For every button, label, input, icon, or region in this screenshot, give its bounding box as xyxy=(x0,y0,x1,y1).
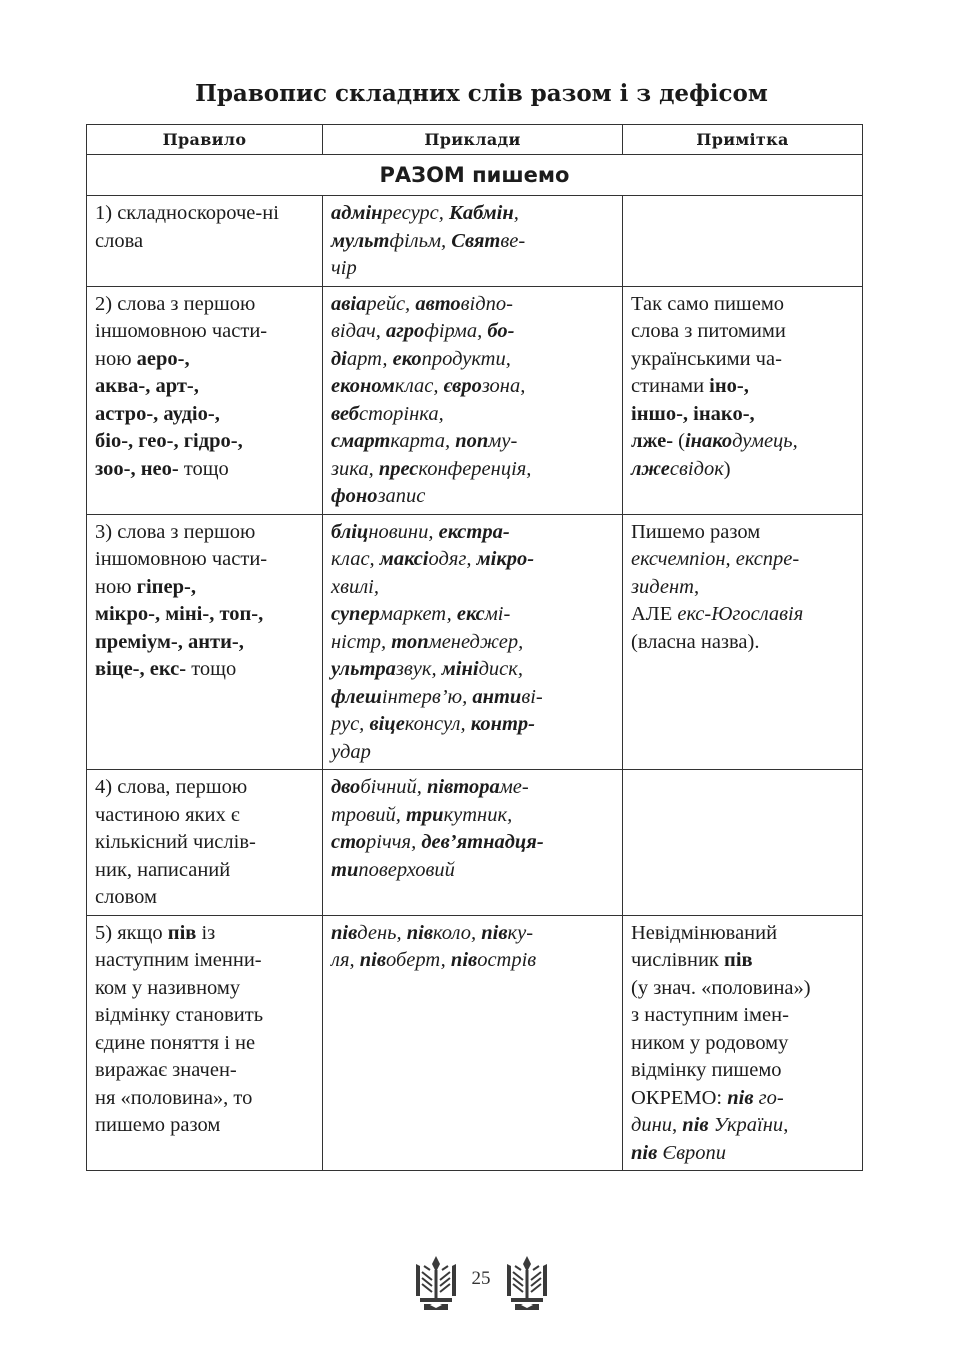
page-title: Правопис складних слів разом і з дефісом xyxy=(195,80,768,107)
text-run: 5) якщо xyxy=(95,921,168,944)
text-run: коло, xyxy=(433,921,482,944)
text-run: фільм, xyxy=(389,229,452,252)
ukrainian-ornament-icon xyxy=(501,1252,553,1312)
text-run: ною xyxy=(95,575,137,598)
text-run: пів xyxy=(406,921,433,944)
text-run: Свят xyxy=(451,229,501,252)
text-run: інтерв’ю, xyxy=(381,685,473,708)
text-run: ня «половина», то xyxy=(95,1086,253,1109)
text-run: річчя, xyxy=(366,831,422,853)
text-run: пишемо разом xyxy=(95,1114,221,1136)
text-run: ник, написаний xyxy=(95,858,231,881)
text-run: біо-, гео-, гідро-, xyxy=(95,430,243,452)
rule-cell xyxy=(87,915,323,1171)
rule-cell xyxy=(87,770,323,916)
text-run: півтора xyxy=(427,776,500,798)
text-run: агро xyxy=(385,320,425,342)
text-run: конференція, xyxy=(418,457,532,480)
text-run: економ xyxy=(331,375,395,397)
text-run: менеджер, xyxy=(428,630,524,653)
text-run: ) xyxy=(723,457,731,480)
table-row xyxy=(87,514,863,770)
text-run: гіпер-, xyxy=(136,575,196,598)
text-run: острів xyxy=(477,949,537,971)
text-run: сто xyxy=(331,831,367,853)
note-cell xyxy=(623,196,863,287)
text-run: пів xyxy=(682,1114,709,1136)
text-run: Так само пишемо xyxy=(631,292,785,315)
text-run: диск, xyxy=(478,658,523,680)
text-run: свідок xyxy=(669,457,724,480)
text-run: числівник xyxy=(631,949,725,971)
text-run: ністр, xyxy=(331,630,392,653)
text-run: три xyxy=(405,803,444,826)
text-run: міні xyxy=(441,658,479,680)
text-run: пів xyxy=(450,949,478,971)
examples-cell xyxy=(323,915,623,1171)
text-run: фірма, xyxy=(424,320,488,342)
text-run: , xyxy=(513,202,519,224)
text-run: іншо-, інако-, xyxy=(631,402,755,425)
text-run: чір xyxy=(331,257,357,279)
text-run: поп xyxy=(455,430,489,452)
text-run: ексчемпіон, експре- xyxy=(631,548,800,570)
text-run: відпо- xyxy=(460,292,513,315)
text-run: частиною яких є xyxy=(95,803,240,826)
text-run: клас, xyxy=(394,375,444,397)
text-run: лже- xyxy=(631,430,674,452)
text-run: 1) складноскороче- xyxy=(95,202,263,224)
text-run: стинами xyxy=(631,375,710,397)
text-run: 3) слова з першою xyxy=(95,520,256,543)
text-run: іншомовною части- xyxy=(95,548,268,570)
text-run: ве- xyxy=(500,229,526,252)
note-cell xyxy=(623,286,863,514)
text-run: України xyxy=(708,1114,784,1136)
text-run: мульт xyxy=(331,229,390,252)
examples-cell xyxy=(323,770,623,916)
text-run: мікро- xyxy=(476,548,535,570)
text-run: продукти, xyxy=(421,347,511,370)
text-run: арт, xyxy=(346,347,393,370)
text-run: астро-, аудіо-, xyxy=(95,402,220,425)
note-cell xyxy=(623,770,863,916)
text-run: лже xyxy=(631,457,670,480)
ukrainian-ornament-icon xyxy=(410,1252,462,1312)
text-run: Пишемо разом xyxy=(631,520,761,543)
text-run: із xyxy=(196,921,216,944)
text-run: новини, xyxy=(368,520,439,543)
note-cell xyxy=(623,915,863,1171)
text-run: пів xyxy=(167,921,197,944)
text-run: ком у називному xyxy=(95,976,241,999)
header-note: Примітка xyxy=(623,125,863,155)
table-row xyxy=(87,770,863,916)
text-run: Європи xyxy=(657,1141,727,1164)
text-run: Невідмінюваний xyxy=(631,921,778,944)
text-run: удар xyxy=(331,740,371,763)
text-run: дев’ятнадця- xyxy=(421,831,544,853)
text-run: авто xyxy=(415,292,461,315)
text-run: фоно xyxy=(331,485,378,507)
text-run: максі xyxy=(379,548,429,570)
text-run: ні слова xyxy=(95,202,279,252)
text-run: (у знач. «половина») xyxy=(631,976,811,999)
text-run: , xyxy=(783,1114,789,1136)
text-run: словом xyxy=(95,886,157,908)
text-run: дво xyxy=(331,776,361,798)
text-run: ля, xyxy=(331,949,360,971)
text-run: віце xyxy=(369,713,405,735)
text-run: консул, xyxy=(404,713,471,735)
table-row xyxy=(87,915,863,1171)
text-run: пів xyxy=(359,949,386,971)
rule-cell xyxy=(87,514,323,770)
text-run: відач, xyxy=(331,320,386,342)
spelling-rules-table xyxy=(86,124,863,1171)
text-run: тощо xyxy=(186,658,237,680)
text-run: ді xyxy=(331,347,347,370)
text-run: бліц xyxy=(331,520,369,543)
text-run: відмінку пишемо xyxy=(631,1059,782,1081)
text-run: ОКРЕМО: xyxy=(631,1086,728,1109)
text-run: оберт, xyxy=(385,949,451,971)
text-run: рейс, xyxy=(366,292,416,315)
section-label: РАЗОМ пишемо xyxy=(87,155,863,196)
text-run: карта, xyxy=(390,430,456,452)
text-run: інако xyxy=(684,430,733,452)
text-run: мікро-, міні-, топ-, xyxy=(95,603,264,625)
text-run: думець, xyxy=(732,430,798,452)
text-run: адмін xyxy=(331,202,383,224)
text-run: пів xyxy=(724,949,753,971)
text-run: контр- xyxy=(470,713,535,735)
page-number: 25 xyxy=(471,1268,491,1289)
text-run: клас, xyxy=(331,548,380,570)
text-run: флеш xyxy=(331,685,382,708)
text-run: єдине поняття і не xyxy=(95,1031,256,1054)
text-run: мі- xyxy=(484,603,511,625)
text-run: ку- xyxy=(507,921,534,944)
text-run: авіа xyxy=(331,292,367,315)
text-run: рус, xyxy=(331,713,370,735)
text-run: євро xyxy=(443,375,482,397)
text-run: день, xyxy=(357,921,407,944)
text-run: ти xyxy=(331,858,359,881)
text-run: , xyxy=(693,575,700,598)
text-run: тровий, xyxy=(331,803,406,826)
text-run: аква-, арт-, xyxy=(95,375,199,397)
text-run: преміум-, анти-, xyxy=(95,630,244,653)
text-run: звук, xyxy=(395,658,442,680)
text-run: з наступним імен- xyxy=(631,1004,789,1026)
text-run: АЛЕ xyxy=(631,603,678,625)
rule-cell xyxy=(87,286,323,514)
text-run: ( xyxy=(673,430,685,452)
rule-cell xyxy=(87,196,323,287)
text-run: іно-, xyxy=(709,375,749,397)
text-run: одяг, xyxy=(428,548,477,570)
text-run: зоо-, нео- xyxy=(95,457,179,480)
examples-cell xyxy=(323,196,623,287)
text-run: зона, xyxy=(481,375,526,397)
text-run: ною xyxy=(95,347,137,370)
text-run: еко xyxy=(392,347,422,370)
text-run: зика, xyxy=(331,457,379,480)
text-run: пів xyxy=(481,921,508,944)
text-run: дини xyxy=(631,1114,673,1136)
text-run: іншомовною части- xyxy=(95,320,268,342)
table-row xyxy=(87,196,863,287)
text-run: анти xyxy=(472,685,522,708)
table-row xyxy=(87,286,863,514)
text-run: бо- xyxy=(487,320,515,342)
header-rule: Правило xyxy=(87,125,323,155)
note-cell xyxy=(623,514,863,770)
text-run: 2) слова з першою xyxy=(95,292,256,315)
text-run: , xyxy=(672,1114,683,1136)
text-run: кутник, xyxy=(443,803,513,826)
text-run: му- xyxy=(488,430,518,452)
text-run: прес xyxy=(378,457,419,480)
text-run: виражає значен- xyxy=(95,1059,237,1081)
text-run: ником у родовому xyxy=(631,1031,789,1054)
text-run: пів xyxy=(331,921,358,944)
text-run: ме- xyxy=(499,776,529,798)
text-run: веб xyxy=(331,402,359,425)
text-run: хвилі, xyxy=(331,575,380,598)
text-run: екс xyxy=(456,603,485,625)
text-run: екс-Югославія xyxy=(677,603,804,625)
text-run: наступним іменни- xyxy=(95,949,262,971)
text-run: українськими ча- xyxy=(631,347,782,370)
text-run: топ xyxy=(391,630,429,653)
text-run: пів xyxy=(727,1086,754,1109)
text-run: пів xyxy=(631,1141,658,1164)
text-run: віце-, екс- xyxy=(95,658,187,680)
text-run: кількісний числів- xyxy=(95,831,256,853)
text-run: поверховий xyxy=(358,858,455,881)
text-run: бічний, xyxy=(360,776,428,798)
table-header-row xyxy=(87,125,863,155)
text-run: екстра- xyxy=(438,520,510,543)
text-run: запис xyxy=(377,485,426,507)
text-run: (власна назва). xyxy=(631,630,760,653)
text-run: смарт xyxy=(331,430,391,452)
text-run: ресурс, xyxy=(382,202,450,224)
page-footer xyxy=(0,1252,963,1314)
examples-cell xyxy=(323,286,623,514)
text-run: ві- xyxy=(521,685,543,708)
text-run: зидент xyxy=(631,575,694,598)
header-examples: Приклади xyxy=(323,125,623,155)
section-row xyxy=(87,155,863,196)
text-run: відмінку становить xyxy=(95,1004,264,1026)
text-run: го- xyxy=(753,1086,784,1109)
examples-cell xyxy=(323,514,623,770)
text-run: тощо xyxy=(178,457,229,480)
text-run: Кабмін xyxy=(449,202,514,224)
text-run: ультра xyxy=(331,658,396,680)
text-run: аеро-, xyxy=(136,347,190,370)
text-run: 4) слова, першою xyxy=(95,776,248,798)
text-run: слова з питомими xyxy=(631,320,786,342)
text-run: супер xyxy=(331,603,380,625)
text-run: маркет, xyxy=(379,603,457,625)
text-run: сторінка, xyxy=(358,402,444,425)
